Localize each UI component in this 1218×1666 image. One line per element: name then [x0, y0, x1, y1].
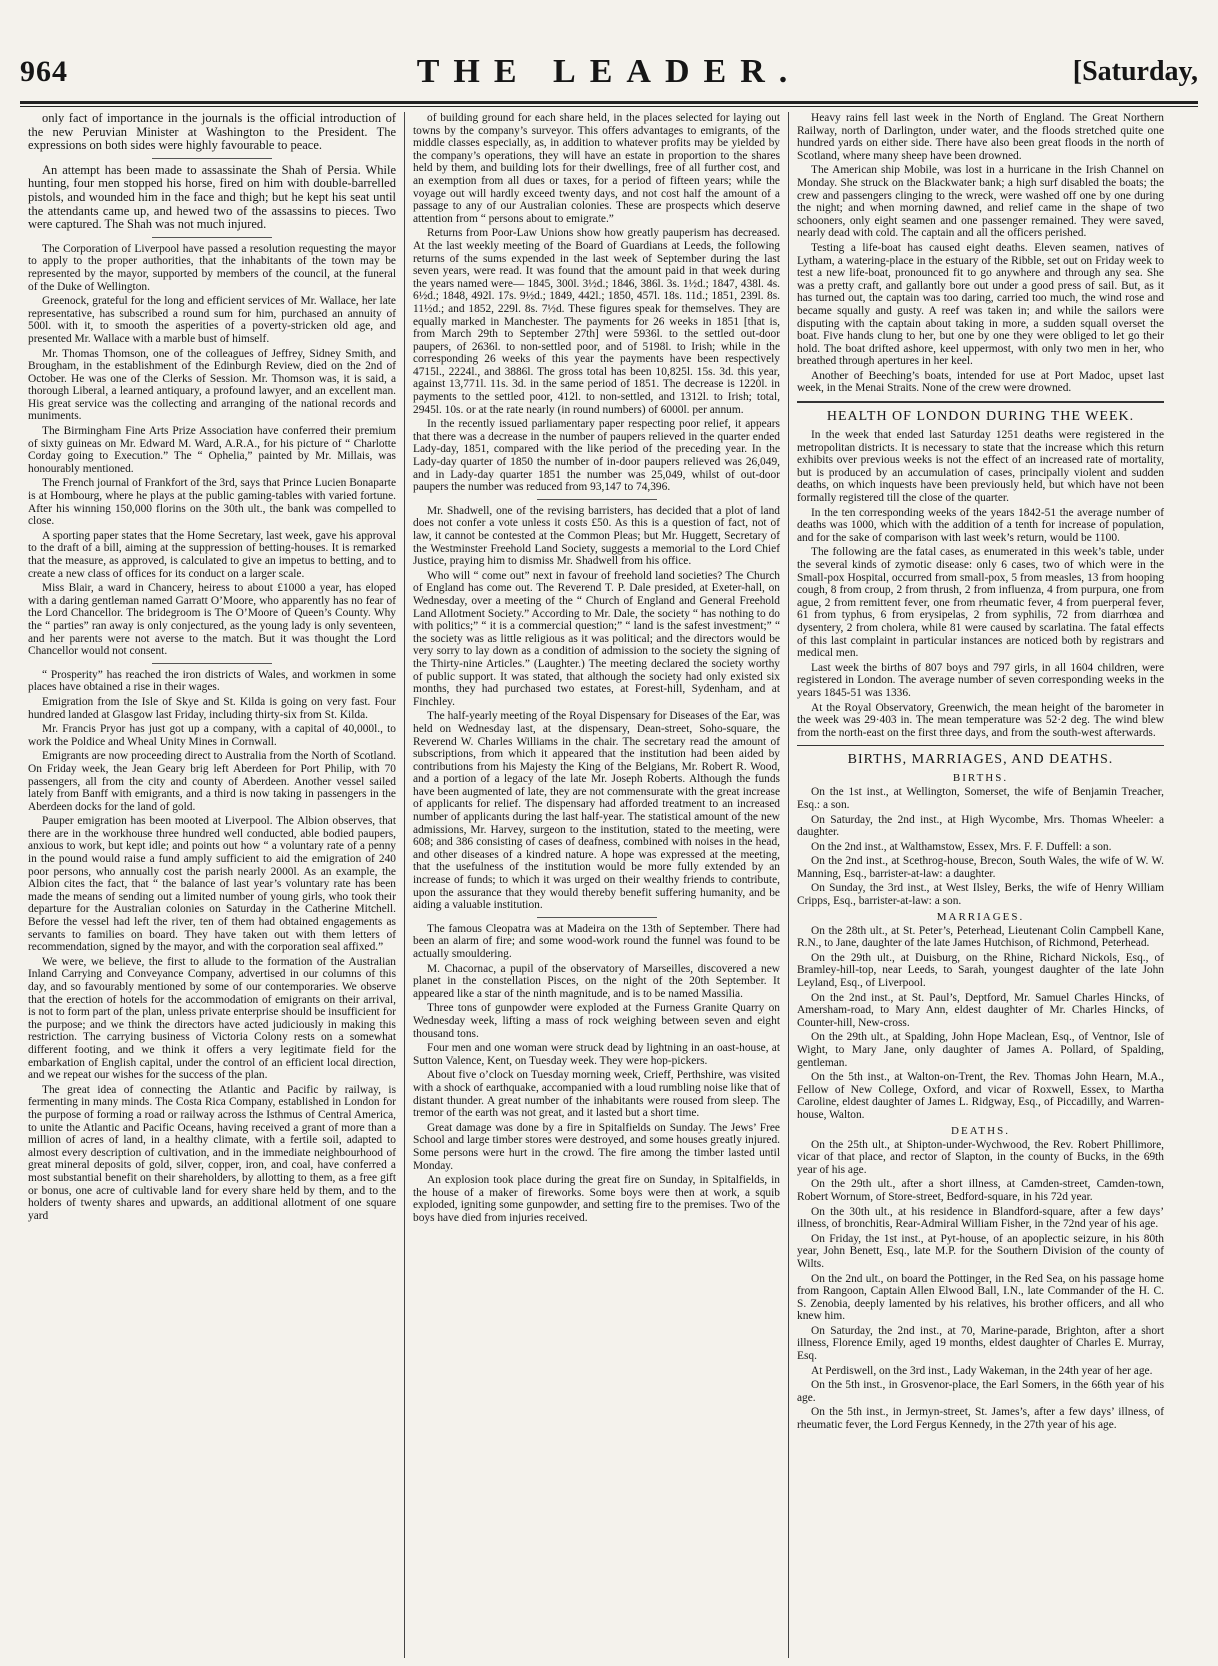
notice: On Friday, the 1st inst., at Pyt-house, of an apoplectic seizure, in his 80th year, John Benett, Esq., late M.P. for the Southern Division of the county of Wilts.: [797, 1232, 1164, 1270]
notice: On the 2nd inst., at Walthamstow, Essex, Mrs. F. F. Duffell: a son.: [811, 840, 1112, 853]
paragraph: Three tons of gunpowder were exploded at the Furness Granite Quarry on Wednesday week, lifting a mass of rock weighing between seven and eight thousand tons.: [413, 1002, 780, 1040]
paragraph: In the recently issued parliamentary paper respecting poor relief, it appears that there was a decrease in the number of paupers relieved in the quarter ended Lady-day, 1851, compared with the like period of the preceding year. In the Lady-day quarter of 1850 the number of in-door paupers relieved was 26,049, and in Lady-day quarter 1851 the number was 25,049, whilst of out-door paupers the number was reduced from 93,147 to 74,396.: [413, 418, 780, 494]
separator: [537, 499, 657, 500]
paragraph: The following are the fatal cases, as enumerated in this week’s table, under the several kinds of zymotic disease: only 6 cases, two of which were in the Small-pox Hospital, occurred from small-pox, 5 from measles, 13 from hooping cough, 8 from croup, 2 from thrush, 2 from influenza, 4 from purpura, one from ague, 2 from remittent fever, one from rheumatic fever, 4 from puerperal fever, 61 from typhus, 6 from erysipelas, 2 from syphilis, 72 from diarrhœa and dysentery, 2 from cholera, while 81 were caused by scarlatina. The fatal effects of this last complaint in particular instances are noticed both by registrars and medical men.: [797, 546, 1164, 660]
notice: On the 29th ult., after a short illness, at Camden-street, Camden-town, Robert Wornum, of Store-street, Bedford-square, in his 72d year.: [797, 1178, 1164, 1203]
separator: [152, 663, 272, 664]
notice: On the 25th ult., at Shipton-under-Wychwood, the Rev. Robert Phillimore, vicar of that place, and rector of Slapton, in the county of Bucks, in the 69th year of his age.: [797, 1138, 1164, 1176]
paragraph: Great damage was done by a fire in Spitalfields on Sunday. The Jews’ Free School and large timber stores were destroyed, and some houses greatly injured. Some persons were hurt in the crowd. The fire among the timber lasted until Monday.: [413, 1121, 780, 1172]
paragraph: An explosion took place during the great fire on Sunday, in Spitalfields, in the house of a maker of fireworks. Some boys were then at work, a squib exploded, igniting some gunpowder, and setting fire to the premises. Two of the boys have died from injuries received.: [413, 1174, 780, 1224]
paragraph: The Birmingham Fine Arts Prize Association have conferred their premium of sixty guineas on Mr. Edward M. Ward, A.R.A., for his picture of “ Charlotte Corday going to Execution.” The “ Ophelia,” painted by Mr. Millais, was honourably mentioned.: [28, 425, 396, 475]
notice: On the 2nd inst., at Scethrog-house, Brecon, South Wales, the wife of W. W. Manning, Esq., barrister-at-law: a daughter.: [797, 855, 1164, 880]
paragraph: Last week the births of 807 boys and 797 girls, in all 1604 children, were registered in London. The average number of seven corresponding weeks in the years 1845-51 was 1336.: [797, 661, 1164, 699]
health-heading: HEALTH OF LONDON DURING THE WEEK.: [826, 409, 1135, 425]
paragraph: We were, we believe, the first to allude to the formation of the Australian Inland Carrying and Conveyance Company, advertised in our columns of this day, and so favourably mentioned by some of our contemporaries. We observe that the erection of hotels for the accommodation of emigrants on their arrival, is not to form part of the plan, unless private enterprise should be insufficient for the purpose; and we think the directors have acted judiciously in making this restriction. The carrying business of Victoria Colony rests on a somewhat different footing, and we think it offers a very legitimate field for the embarkation of English capital, under the control of an efficient local direction, and we repeat our wishes for the success of the plan.: [28, 955, 396, 1082]
page-number: 964: [20, 55, 68, 88]
section-rule: [797, 401, 1164, 403]
notice: On the 30th ult., at his residence in Blandford-square, after a few days’ illness, of bronchitis, Rear-Admiral William Fisher, in the 72nd year of his age.: [797, 1205, 1164, 1231]
paragraph: of building ground for each share held, in the places selected for laying out towns by the company’s surveyor. This offers advantages to emigrants, of the middle classes especially, as, in addition to whatever profits may be yielded by the company’s operations, they will have an estate in proportion to the shares held by them, and building lots for their dwellings, free of all further cost, and an exemption from all dues or taxes, for a period of fifteen years; while the voyage out will hardly exceed twenty days, and not cost half the amount of a passage to any of our Australian colonies. These are prospects which deserve attention from “ persons about to emigrate.”: [413, 112, 780, 225]
masthead-rule: [20, 101, 1198, 104]
notice: On the 5th inst., in Grosvenor-place, the Earl Somers, in the 66th year of his age.: [797, 1379, 1164, 1404]
column-3: [788, 112, 1172, 1658]
notice: On the 29th ult., at Duisburg, on the Rhine, Richard Nickols, Esq., of Bramley-hill-top, near Leeds, to Sarah, youngest daughter of the late John Leyland, Esq., of Liverpool.: [797, 951, 1164, 990]
paragraph: Returns from Poor-Law Unions show how greatly pauperism has decreased. At the last weekly meeting of the Board of Guardians at Leeds, the following returns of the sums expended in the last week of September during the last seven years, were read. It was found that the amount paid in that week during the years named were— 1845, 300l. 3½d.; 1846, 386l. 3s. 1½d.; 1847, 438l. 4s. 6½d.; 1848, 492l. 17s. 9½d.; 1849, 442l.; 1850, 457l. 18s. 11d.; 1851, 239l. 8s. 11½d.; and 1852, 229l. 8s. 7½d. These figures speak for themselves. They are equally marked in Manchester. The payments for 26 weeks in 1851 [that is, from March 29th to September 27th] were 5936l. to the settled out-door paupers, of 2636l. to non-settled poor, and of 5198l. to Irish; while in the corresponding 26 weeks of this year the payments have been respectively 4715l., 2224l., and 3886l. The gross total has been 10,825l. 15s. 3d. this year, against 13,771l. 11s. 3d. in the same period of 1851. The decrease is 1220l. in payments to the settled poor, 412l. to non-settled, and 1312l. to Irish; total, 2945l. 10s. or at the rate nearly (in round numbers) of 6000l. per annum.: [413, 227, 780, 416]
paragraph: Four men and one woman were struck dead by lightning in an oast-house, at Sutton Valence, Kent, on Tuesday week. They were hop-pickers.: [413, 1042, 780, 1067]
paragraph: Miss Blair, a ward in Chancery, heiress to about £1000 a year, has eloped with a daring gentleman named Garratt O’Moore, who apparently has no fear of the Lord Chancellor. The bridegroom is The O’Moore of Queen’s County. Why the “ parties” ran away is only conjectured, as the young lady is only seventeen, and her parents were not averse to the match. But it was thought the Lord Chancellor would not consent.: [28, 582, 396, 658]
paragraph: Pauper emigration has been mooted at Liverpool. The Albion observes, that there are in the workhouse three hundred well conducted, able bodied paupers, anxious to work, but kept idle; and points out how “ a voluntary rate of a penny in the pound would raise a fund amply sufficient to aid the emigration of 240 poor persons, who annually cost the parish nearly 2000l. As an example, the Albion cites the fact, that “ the balance of last year’s voluntary rate has been made the means of sending out a limited number of young girls, who took their departure for the Australian colonies on Saturday in the Catherine Mitchell. Before the vessel had left the river, ten of them had obtained engagements as servants to families on board. They have taken out with them letters of recommendation, signed by the mayor, and with the corporation seal affixed.”: [28, 815, 396, 954]
paragraph: The French journal of Frankfort of the 3rd, says that Prince Lucien Bonaparte is at Hombourg, where he plays at the public gaming-tables with varied fortune. After his winning 150,000 florins on the 30th ult., the bank was compelled to close.: [28, 477, 396, 528]
deaths-heading: DEATHS.: [951, 1124, 1010, 1137]
notice: On the 5th inst., in Jermyn-street, St. James’s, after a few days’ illness, of rheumatic fever, the Lord Fergus Kennedy, in the 27th year of his age.: [797, 1406, 1164, 1432]
notice: On Saturday, the 2nd inst., at 70, Marine-parade, Brighton, after a short illness, Florence Emily, aged 19 months, eldest daughter of Charles E. Murray, Esq.: [797, 1324, 1164, 1363]
paragraph: Emigrants are now proceeding direct to Australia from the North of Scotland. On Friday week, the Jean Geary brig left Aberdeen for Port Philip, with 70 passengers, all from the city and county of Aberdeen. Another vessel sailed lately from Banff with emigrants, and a third is now taking in passengers in the Aberdeen docks for the land of gold.: [28, 750, 396, 813]
notice: On Sunday, the 3rd inst., at West Ilsley, Berks, the wife of Henry William Cripps, Esq., barrister-at-law: a son.: [797, 882, 1164, 908]
paragraph: The famous Cleopatra was at Madeira on the 13th of September. There had been an alarm of fire; and some wood-work round the funnel was found to be actually smouldering.: [413, 922, 780, 960]
notice: On the 28th ult., at St. Peter’s, Peterhead, Lieutenant Colin Campbell Kane, R.N., to Jane, daughter of the late James Hutchison, of Richmond, Peterhead.: [797, 924, 1164, 950]
paragraph: Who will “ come out” next in favour of freehold land societies? The Church of England has come out. The Reverend T. P. Dale presided, at Exeter-hall, on Wednesday, over a meeting of the “ Church of England and General Freehold Land Allotment Society.” According to Mr. Dale, the society “ has nothing to do with politics;” “ it is a commercial question;” “ land is the safest investment;” “ the society was as little religious as it was political; and the directors would be very sorry to lay down as a condition of admission to the society the signing of the Thirty-nine Articles.” (Laughter.) The meeting declared the society worthy of public support. It was stated, that although the society had only existed six months, they had purchased two estates, at Forest-hill, Sydenham, and at Finchley.: [413, 569, 780, 708]
paragraph: The half-yearly meeting of the Royal Dispensary for Diseases of the Ear, was held on Wednesday last, at the dispensary, Dean-street, Soho-square, the Reverend W. Charles Williams in the chair. The secretary read the amount of subscriptions, from which it appeared that the institution had been aided by contributions from his Majesty the King of the Belgians, Mr. Robert R. Wood, and a portion of a legacy of the late Mr. Joseph Roberts. Although the funds have been augmented of late, they are not commensurate with the great increase of applicants for relief. The dispensary had afforded treatment to an increased number of applicants during the last half-year. The statistical amount of the new admissions, Mr. Harvey, surgeon to the institution, stated to the meeting, were 608; and 386 consisting of cases of deafness, combined with noises in the head, and other diseases of a kindred nature. A hope was expressed at the meeting, that the usefulness of the institution would be more fully extended by an increase of funds; to which it was urged on their wealthy friends to contribute, upon the assurance that they would thereby benefit suffering humanity, and be aiding a valuable institution.: [413, 710, 780, 912]
paragraph: The American ship Mobile, was lost in a hurricane in the Irish Channel on Monday. She struck on the Blackwater bank; a high surf disabled the boats; the crew and passengers clinging to the wreck, were washed off one by one during the night; and when morning dawned, and relief came in the shape of two schooners, only eight seamen and one passenger remained. They were saved, nearly dead with cold. The captain and all the officers perished.: [797, 164, 1164, 240]
paragraph: Another of Beeching’s boats, intended for use at Port Madoc, upset last week, in the Menai Straits. None of the crew were drowned.: [797, 369, 1164, 395]
separator: [152, 158, 272, 159]
paragraph: In the week that ended last Saturday 1251 deaths were registered in the metropolitan districts. It is necessary to state that the increase which this return exhibits over previous weeks is not the effect of an increased rate of mortality, but is produced by an accumulation of cases, principally violent and sudden deaths, on which inquests have been previously held, but which have not been formally registered till the close of the quarter.: [797, 429, 1164, 505]
births-heading: BIRTHS.: [952, 772, 1009, 785]
paragraph: M. Chacornac, a pupil of the observatory of Marseilles, discovered a new planet in the constellation Pisces, on the night of the 20th September. It appeared like a star of the ninth magnitude, and is to be named Massilia.: [413, 962, 780, 1000]
notice: On Saturday, the 2nd inst., at High Wycombe, Mrs. Thomas Wheeler: a daughter.: [797, 813, 1164, 839]
paragraph: The Corporation of Liverpool have passed a resolution requesting the mayor to apply to the proper authorities, that the inhabitants of the town may be represented by the mayor, supported by members of the council, at the funeral of the Duke of Wellington.: [28, 242, 396, 293]
paragraph: Emigration from the Isle of Skye and St. Kilda is going on very fast. Four hundred landed at Glasgow last Friday, including thirty-six from St. Kilda.: [28, 695, 396, 721]
paragraph: Mr. Shadwell, one of the revising barristers, has decided that a plot of land does not confer a vote unless it costs £50. As this is a question of fact, not of law, it cannot be contested at the Common Pleas; but Mr. Huggett, Secretary of the Westminster Freehold Land Society, suggests a memorial to the Lord Chief Justice, praying him to dismiss Mr. Shadwell from his office.: [413, 504, 780, 568]
bmd-heading: BIRTHS, MARRIAGES, AND DEATHS.: [847, 752, 1114, 768]
separator: [152, 237, 272, 238]
notice: On the 1st inst., at Wellington, Somerset, the wife of Benjamin Treacher, Esq.: a son.: [797, 786, 1164, 811]
paragraph: Heavy rains fell last week in the North of England. The Great Northern Railway, north of Darlington, under water, and the floods stretched quite one hundred yards on either side. There have also been great floods in the north of Scotland, where many sheep have been drowned.: [797, 112, 1164, 162]
column-2: [404, 112, 788, 1658]
paragraph: A sporting paper states that the Home Secretary, last week, gave his approval to the draft of a bill, aiming at the suppression of betting-houses. It is remarked that the measure, as approved, is calculated to give an impetus to betting, and to create a new class of offices for its conduct on a larger scale.: [28, 529, 396, 580]
section-rule: [797, 745, 1164, 746]
paragraph: only fact of importance in the journals is the official introduction of the new Peruvian Minister at Washington to the President. The expressions on both sides were highly favourable to peace.: [28, 112, 396, 153]
separator: [537, 917, 657, 918]
paragraph: Mr. Francis Pryor has just got up a company, with a capital of 40,000l., to work the Poldice and Wheal Unity Mines in Cornwall.: [28, 723, 396, 748]
marriages-heading: MARRIAGES.: [936, 910, 1025, 923]
notice: On the 5th inst., at Walton-on-Trent, the Rev. Thomas John Hearn, M.A., Fellow of New College, Oxford, and vicar of Roxwell, Essex, to Martha Caroline, eldest daughter of James L. Ridgway, Esq., of Piccadilly, and Warren-house, Walton.: [797, 1071, 1164, 1121]
notice: At Perdiswell, on the 3rd inst., Lady Wakeman, in the 24th year of her age.: [811, 1364, 1153, 1377]
paragraph: At the Royal Observatory, Greenwich, the mean height of the barometer in the week was 29·403 in. The mean temperature was 52·2 deg. The wind blew from the north-east on the first three days, and from the south-west afterwards.: [797, 701, 1164, 739]
paragraph: Testing a life-boat has caused eight deaths. Eleven seamen, natives of Lytham, a watering-place in the estuary of the Ribble, set out on Friday week to test a new life-boat, pronounced fit to go anywhere and through any sea. She was a pretty craft, and gallantly bore out under a good press of sail. But, as it has turned out, the captain was too daring, carried too much, the wind rose and became squally and gusty. A reef was taken in; and while the sailors were disputing with the captain about taking in more, a sudden squall overset the boat. Five hands clung to her, but one by one they were obliged to let go their hold. The boat drifted ashore, keel uppermost, with only two men in her, who breathed through apertures in her keel.: [797, 241, 1164, 368]
paragraph: About five o’clock on Tuesday morning week, Crieff, Perthshire, was visited with a shock of earthquake, accompanied with a loud rumbling noise like that of distant thunder. A great number of the inhabitants were roused from sleep. The tremor of the earth was not great, and it lasted but a short time.: [413, 1069, 780, 1120]
paragraph: The great idea of connecting the Atlantic and Pacific by railway, is fermenting in many minds. The Costa Rica Company, established in London for the purpose of forming a road or railway across the Isthmus of Central America, to unite the Atlantic and Pacific Oceans, having received a grant of more than a million of acres of land, in a healthy climate, with a fertile soil, adapted to almost every description of cultivation, and in the immediate neighbourhood of great mineral deposits of gold, silver, copper, iron, and coal, have conferred a most substantial benefit on their shareholders, by allotting to them, as a free gift or bonus, one acre of cultivable land for every share held by them, and to the holders of twenty shares and upwards, an additional allotment of one square yard: [28, 1083, 396, 1222]
masthead: [20, 44, 1198, 100]
notice: On the 29th ult., at Spalding, John Hope Maclean, Esq., of Ventnor, Isle of Wight, to Mary Jane, only daughter of James A. Pollard, of Spalding, gentleman.: [797, 1031, 1164, 1069]
columns: [20, 112, 1198, 1658]
paragraph: An attempt has been made to assassinate the Shah of Persia. While hunting, four men stopped his horse, fired on him with double-barrelled pistols, and wounded him in the face and thigh; but he kept his seat until the attendants came up, and hewed two of the assassins to pieces. Two were captured. The Shah was not much injured.: [28, 162, 396, 232]
notice: On the 2nd inst., at St. Paul’s, Deptford, Mr. Samuel Charles Hincks, of Amersham-road, to Mary Ann, eldest daughter of Mr. Charles Hincks, of Counter-hill, New-cross.: [797, 991, 1164, 1029]
notice: On the 2nd ult., on board the Pottinger, in the Red Sea, on his passage home from Rangoon, Captain Allen Elwood Ball, I.N., late Commander of the H. C. S. Zenobia, deeply lamented by his relatives, his brother officers, and all who knew him.: [797, 1272, 1164, 1323]
column-1: [20, 112, 404, 1658]
paragraph: “ Prosperity” has reached the iron districts of Wales, and workmen in some places have obtained a rise in their wages.: [28, 668, 396, 694]
masthead-rule-thin: [20, 106, 1198, 107]
paper-title: THE LEADER.: [416, 53, 802, 90]
paragraph: Greenock, grateful for the long and efficient services of Mr. Wallace, her late representative, has subscribed a round sum for him, purchased an annuity of 500l. with it, to smooth the asperities of a poverty-stricken old age, and presented Mr. Wallace with a marble bust of himself.: [28, 295, 396, 345]
paragraph: In the ten corresponding weeks of the years 1842-51 the average number of deaths was 1000, which with the addition of a tenth for increase of population, and for the sake of comparison with last week’s return, would be 1100.: [797, 506, 1164, 544]
paragraph: Mr. Thomas Thomson, one of the colleagues of Jeffrey, Sidney Smith, and Brougham, in the establishment of the Edinburgh Review, died on the 2nd of October. He was one of the Clerks of Session. Mr. Thomson was, it is said, a thorough Liberal, a learned antiquary, a profound lawyer, and an excellent man. His great service was the collecting and arranging of the national records and muniments.: [28, 347, 396, 423]
issue-day: [Saturday,: [1072, 56, 1198, 87]
